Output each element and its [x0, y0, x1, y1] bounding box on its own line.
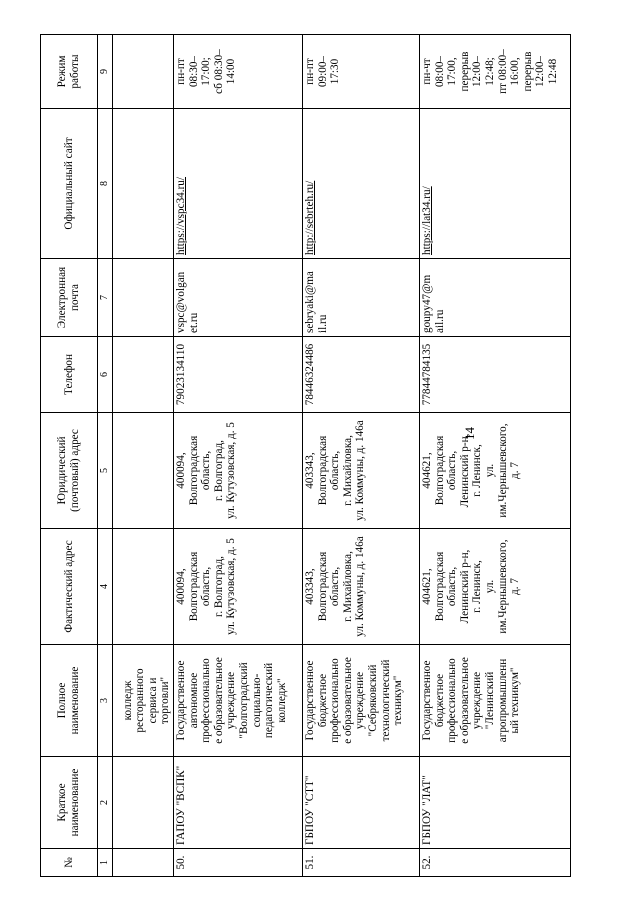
full-name: Государственное автономное профессионально е образовательное учреждение "Волгоградский социально- педагогический колледж" — [174, 645, 303, 757]
continuation-full-name: колледж ресторанного сервиса и торговли" — [113, 645, 174, 757]
actual-address: 404621, Волгоградская область, Ленинский р-н, г. Ленинск, ул. им.Чернышевского, д. 7 — [420, 529, 571, 645]
table-cell — [113, 413, 174, 529]
actual-address: 400094, Волгоградская область, г. Волгоград, ул. Кутузовская, д. 5 — [174, 529, 303, 645]
page-number: 14 — [462, 427, 477, 440]
header-row — [41, 35, 98, 877]
header-num: № — [41, 849, 98, 877]
short-name: ГБПОУ "ЛАТ" — [420, 757, 571, 849]
header-full-name: Полное наименование — [41, 645, 98, 757]
header-phone: Телефон — [41, 337, 98, 413]
email: sebryaki@ma il.ru — [303, 259, 420, 337]
header-hours: Режим работы — [41, 35, 98, 109]
continuation-row — [113, 35, 174, 877]
legal-address: 404621, Волгоградская область, Ленинский р-н, г. Ленинск, ул. им.Чернышевского, д. 7 — [420, 413, 571, 529]
table-cell — [113, 337, 174, 413]
row-number: 51. — [303, 849, 420, 877]
legal-address: 400094, Волгоградская область, г. Волгоград, ул. Кутузовская, д. 5 — [174, 413, 303, 529]
full-name: Государственное бюджетное профессионально е образовательное учреждение "Ленинский агропромышленн ый техникум" — [420, 645, 571, 757]
website-link[interactable]: http://sebrteh.ru/ — [303, 109, 420, 259]
full-name: Государственное бюджетное профессионально е образовательное учреждение "Себряковский технологический техникум" — [303, 645, 420, 757]
table-cell — [113, 757, 174, 849]
working-hours: пн-пт 09:00– 17:30 — [303, 35, 420, 109]
column-number: 2 — [98, 757, 113, 849]
column-number: 7 — [98, 259, 113, 337]
phone: 77844784135 — [420, 337, 571, 413]
row-number: 52. — [420, 849, 571, 877]
table-cell — [113, 259, 174, 337]
working-hours: пн-пт 08:30– 17:00; сб 08:30– 14:00 — [174, 35, 303, 109]
table-cell — [113, 109, 174, 259]
column-number: 6 — [98, 337, 113, 413]
working-hours: пн-чт 08:00– 17:00, перерыв 12:00– 12:48; пт 08:00– 16:00, перерыв 12:00– 12:48 — [420, 35, 571, 109]
table-cell — [113, 529, 174, 645]
column-number-row — [98, 35, 113, 877]
column-number: 4 — [98, 529, 113, 645]
table-cell — [113, 849, 174, 877]
short-name: ГАПОУ "ВСПК" — [174, 757, 303, 849]
header-legal-address: Юридический (почтовый) адрес — [41, 413, 98, 529]
rotated-page — [40, 35, 624, 877]
legal-address: 403343, Волгоградская область, г. Михайловка, ул. Коммуны, д. 146а — [303, 413, 420, 529]
table-row — [420, 35, 571, 877]
email: goupy47@m ail.ru — [420, 259, 571, 337]
short-name: ГБПОУ "СТТ" — [303, 757, 420, 849]
header-email: Электронная почта — [41, 259, 98, 337]
column-number: 5 — [98, 413, 113, 529]
column-number: 1 — [98, 849, 113, 877]
website-link[interactable]: https://lat34.ru/ — [420, 109, 571, 259]
header-short-name: Краткое наименование — [41, 757, 98, 849]
table-row — [174, 35, 303, 877]
column-number: 3 — [98, 645, 113, 757]
website-link[interactable]: https://vspc34.ru/ — [174, 109, 303, 259]
column-number: 9 — [98, 35, 113, 109]
phone: 79023134110 — [174, 337, 303, 413]
actual-address: 403343, Волгоградская область, г. Михайловка, ул. Коммуны, д. 146а — [303, 529, 420, 645]
header-website: Официальный сайт — [41, 109, 98, 259]
table-cell — [113, 35, 174, 109]
row-number: 50. — [174, 849, 303, 877]
header-actual-address: Фактический адрес — [41, 529, 98, 645]
phone: 78446324486 — [303, 337, 420, 413]
column-number: 8 — [98, 109, 113, 259]
email: vspc@volgan et.ru — [174, 259, 303, 337]
institutions-table — [40, 34, 571, 877]
table-row — [303, 35, 420, 877]
